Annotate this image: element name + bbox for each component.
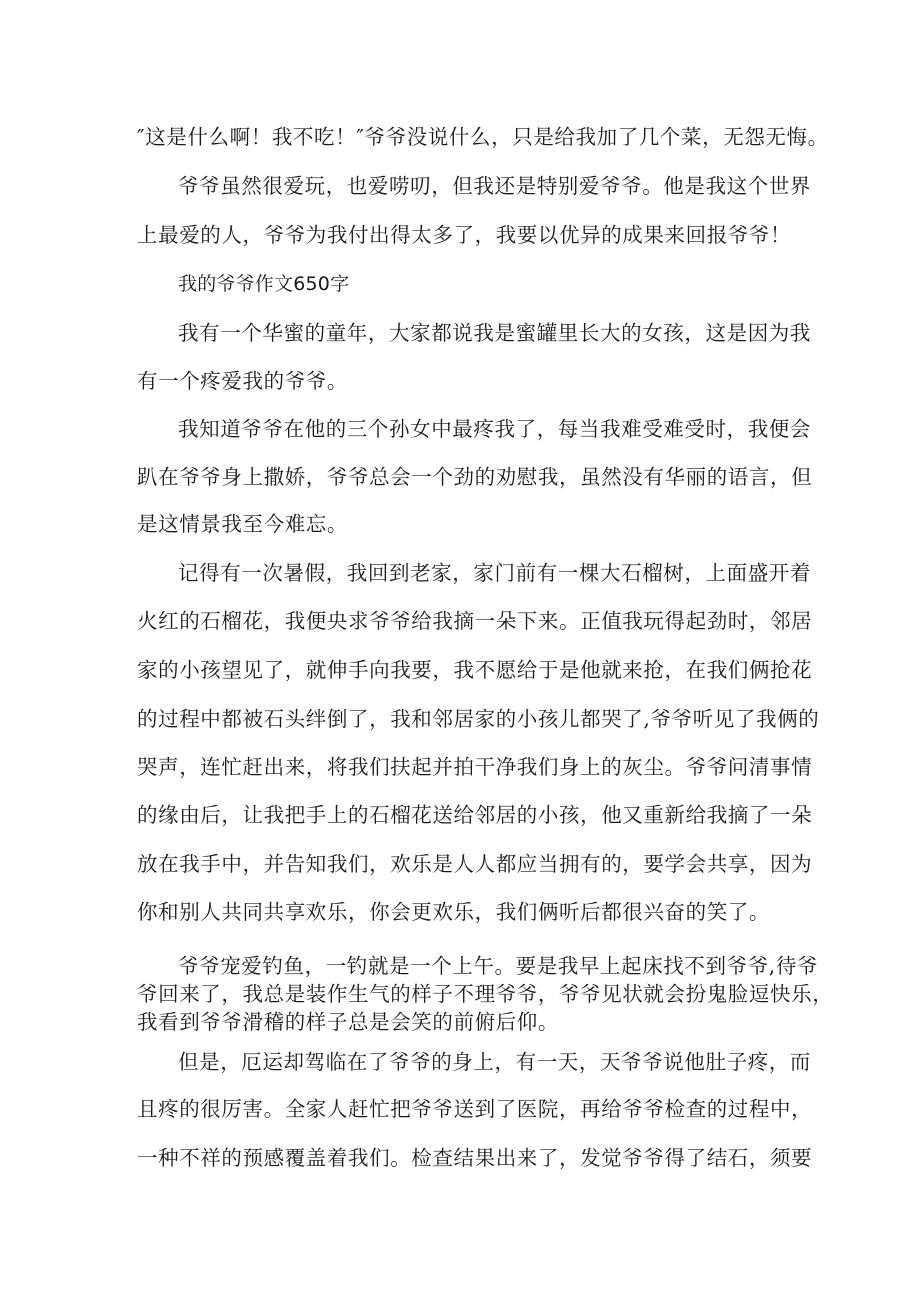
text-line: 是这情景我至今难忘。 <box>137 512 348 536</box>
text-line: 放在我手中，并告知我们，欢乐是人人都应当拥有的，要学会共享，因为 <box>137 852 813 876</box>
text-line: 你和别人共同共享欢乐，你会更欢乐，我们俩听后都很兴奋的笑了。 <box>137 900 770 924</box>
text-line: 趴在爷爷身上撒娇，爷爷总会一个劲的劝慰我，虽然没有华丽的语言，但 <box>137 465 813 489</box>
text-line: 一种不祥的预感覆盖着我们。检查结果出来了，发觉爷爷得了结石，须要 <box>137 1146 813 1170</box>
text-line: 上最爱的人，爷爷为我付出得太多了，我要以优异的成果来回报爷爷！ <box>137 223 792 247</box>
text-line: 我看到爷爷滑稽的样子总是会笑的前俯后仰。 <box>137 1010 559 1034</box>
paragraph-first-line: 我有一个华蜜的童年，大家都说我是蜜罐里长大的女孩，这是因为我 <box>178 321 811 345</box>
text-line: 爷回来了，我总是装作生气的样子不理爷爷，爷爷见状就会扮鬼脸逗快乐， <box>137 982 834 1006</box>
text-line: 的过程中都被石头绊倒了，我和邻居家的小孩儿都哭了,爷爷听见了我俩的 <box>137 707 820 731</box>
paragraph-first-line: 但是，厄运却驾临在了爷爷的身上，有一天，天爷爷说他肚子疼，而 <box>178 1050 811 1074</box>
text-line: 火红的石榴花，我便央求爷爷给我摘一朵下来。正值我玩得起劲时，邻居 <box>137 609 813 633</box>
text-line: 家的小孩望见了，就伸手向我要，我不愿给于是他就来抢，在我们俩抢花 <box>137 658 813 682</box>
text-line: 的缘由后，让我把手上的石榴花送给邻居的小孩，他又重新给我摘了一朵 <box>137 803 813 827</box>
section-heading: 我的爷爷作文650字 <box>178 273 350 295</box>
paragraph-first-line: 我知道爷爷在他的三个孙女中最疼我了，每当我难受难受时，我便会 <box>178 417 811 441</box>
paragraph-first-line: 爷爷宠爱钓鱼，一钓就是一个上午。要是我早上起床找不到爷爷,待爷 <box>178 954 819 978</box>
paragraph-first-line: 记得有一次暑假，我回到老家，家门前有一棵大石榴树，上面盛开着 <box>178 561 811 585</box>
text-line: 有一个疼爱我的爷爷。 <box>137 369 348 393</box>
paragraph-first-line: 爷爷虽然很爱玩，也爱唠叨，但我还是特别爱爷爷。他是我这个世界 <box>178 174 811 198</box>
text-line: 哭声，连忙赶出来，将我们扶起并拍干净我们身上的灰尘。爷爷问清事情 <box>137 755 813 779</box>
text-line: ″这是什么啊！我不吃！″爷爷没说什么，只是给我加了几个菜，无怨无悔。 <box>137 125 829 149</box>
text-line: 且疼的很厉害。全家人赶忙把爷爷送到了医院，再给爷爷检查的过程中， <box>137 1097 813 1121</box>
